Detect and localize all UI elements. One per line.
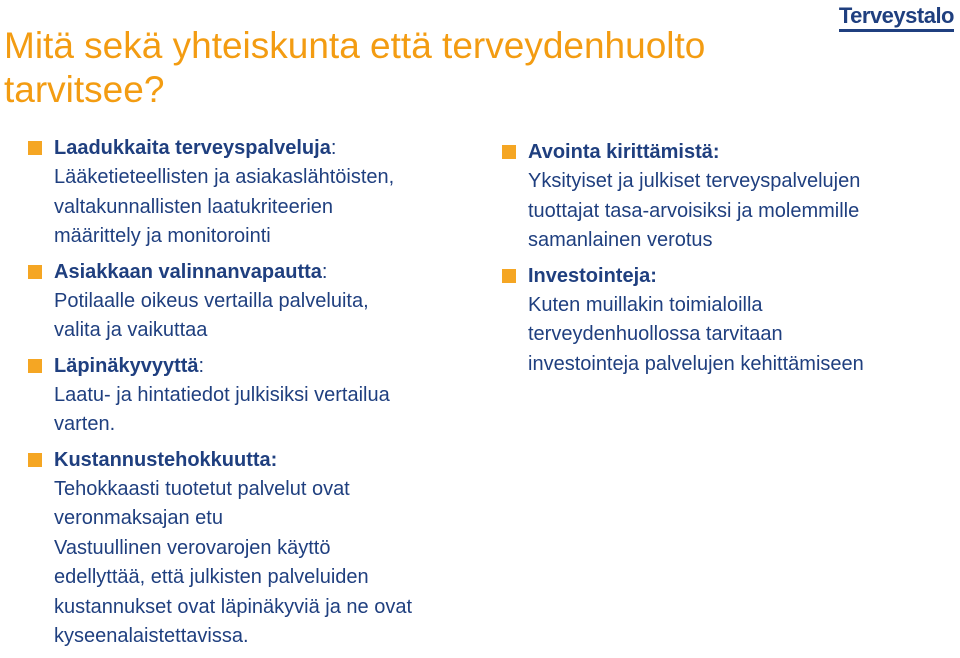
item-heading: Avointa kirittämistä: [528,141,720,163]
item-text: Vastuullinen verovarojen käyttö [54,536,331,559]
item-text: samanlainen verotus [528,229,713,251]
list-item [28,258,488,346]
item-text: kyseenalaistettavissa. [54,625,249,647]
item-text: Laatu- ja hintatiedot julkisiksi vertailua [54,383,390,406]
item-text: tuottajat tasa-arvoisiksi ja molemmille [528,199,860,222]
terveystalo-logo: Terveystalo [839,4,954,32]
item-text: edellyttää, että julkisten palveluiden [54,566,369,588]
list-item [502,262,952,380]
item-text: terveydenhuollossa tarvitaan [528,323,783,345]
square-bullet-icon [502,145,516,159]
item-text: Potilaalle oikeus vertailla palveluita, [54,289,369,312]
item-text: investointeja palvelujen kehittämiseen [528,352,864,375]
list-item [28,134,488,252]
item-heading-suffix: : [198,354,205,377]
list-item [28,446,488,652]
item-text: kustannukset ovat läpinäkyviä ja ne ovat [54,595,412,618]
item-text: valtakunnallisten laatukriteerien [54,195,334,218]
item-heading: Läpinäkyvyyttä [54,354,199,377]
square-bullet-icon [502,269,516,283]
item-heading-suffix: : [321,260,328,283]
item-text: Lääketieteellisten ja asiakaslähtöisten, [54,166,395,188]
item-heading: Kustannustehokkuutta: [54,448,278,471]
page-title: Mitä sekä yhteiskunta että terveydenhuolto tarvitsee? [4,25,706,110]
list-item [28,352,488,440]
square-bullet-icon [28,265,42,279]
item-text: varten. [54,413,116,435]
item-text: määrittely ja monitorointi [54,225,271,247]
item-text: veronmaksajan etu [54,507,223,529]
square-bullet-icon [28,453,42,467]
square-bullet-icon [28,359,42,373]
item-text: valita ja vaikuttaa [54,319,208,341]
item-heading: Investointeja: [528,264,657,287]
item-text: Yksityiset ja julkiset terveyspalvelujen [528,170,861,192]
item-heading: Laadukkaita terveyspalveluja [54,137,331,159]
item-text: Kuten muillakin toimialoilla [528,293,763,316]
item-text: Tehokkaasti tuotetut palvelut ovat [54,477,350,500]
list-item [502,138,952,256]
right-column [502,138,952,385]
item-heading-suffix: : [330,137,337,159]
item-heading: Asiakkaan valinnanvapautta [54,260,322,283]
square-bullet-icon [28,141,42,155]
left-column [28,134,488,658]
